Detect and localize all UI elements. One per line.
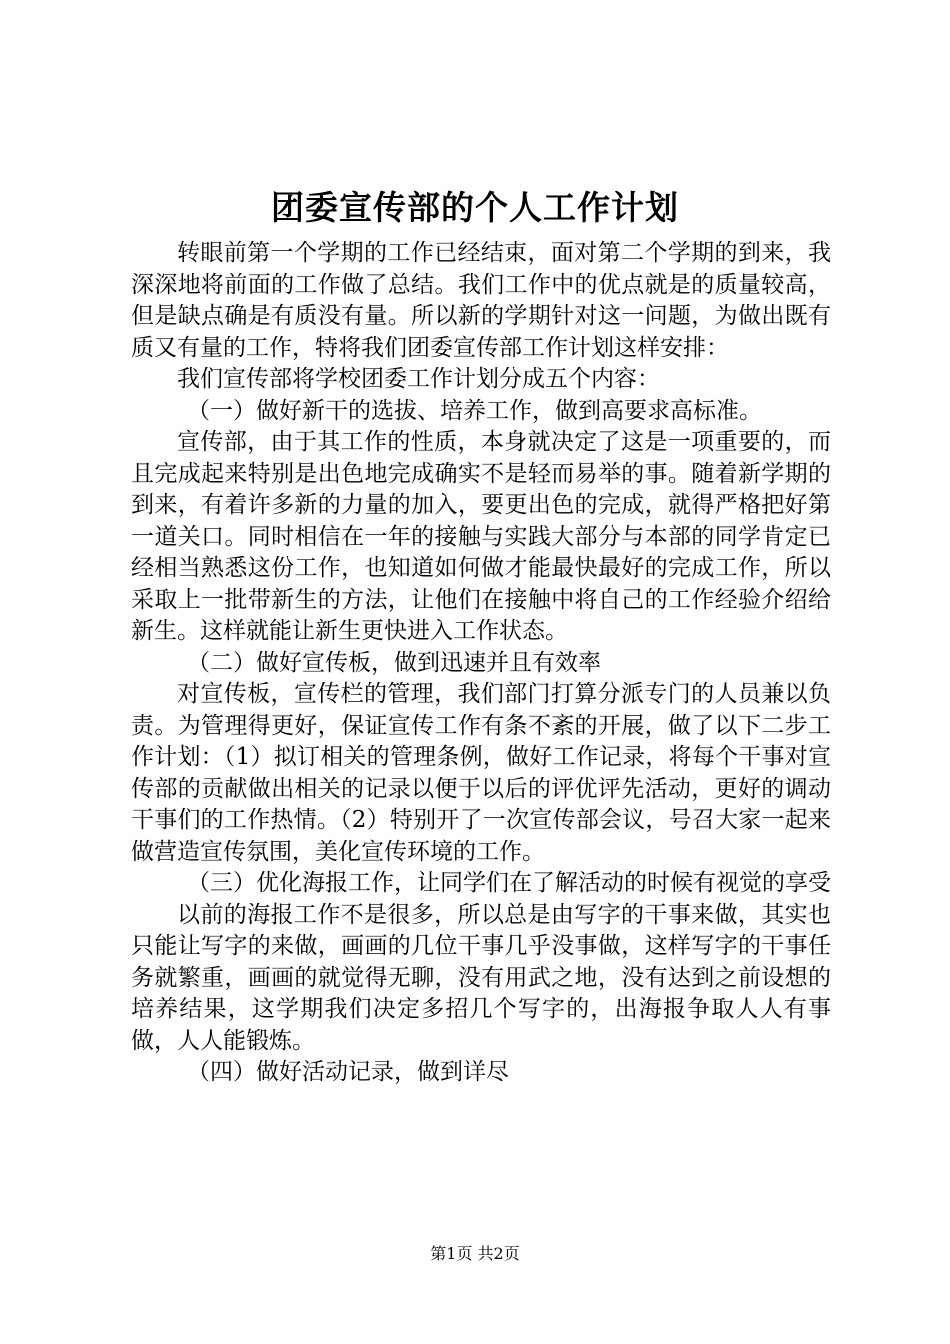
section-heading-4: （四）做好活动记录，做到详尽: [187, 1059, 509, 1085]
document-title: 团委宣传部的个人工作计划: [271, 188, 679, 227]
section-heading-1: （一）做好新干的选拔、培养工作，做到高要求高标准。: [187, 397, 762, 424]
page-footer: 第1页 共2页: [430, 1244, 520, 1263]
section-heading-2: （二）做好宣传板，做到迅速并且有效率: [187, 649, 601, 676]
paragraph-overview: 我们宣传部将学校团委工作计划分成五个内容：: [177, 366, 660, 392]
paragraph-section-3: 以前的海报工作不是很多，所以总是由写字的干事来做，其实也只能让写字的来做，画画的几位干事几乎没事做，这样写字的干事任务就繁重，画画的就觉得无聊，没有用武之地，没有达到之前设想的培养结果，这学期我们决定多招几个写字的，出海报争取人人有事做，人人能锻炼。: [131, 901, 831, 1054]
paragraph-section-2: 对宣传板，宣传栏的管理，我们部门打算分派专门的人员兼以负责。为管理得更好，保证宣传工作有条不紊的开展，做了以下二步工作计划：（1）拟订相关的管理条例，做好工作记录，将每个干事对宣传部的贡献做出相关的记录以便于以后的评优评先活动，更好的调动干事们的工作热情。（2）特别开了一次宣传部会议，号召大家一起来做营造宣传氛围，美化宣传环境的工作。: [131, 681, 831, 865]
document-body: [131, 238, 831, 1089]
paragraph-intro: 转眼前第一个学期的工作已经结束，面对第二个学期的到来，我深深地将前面的工作做了总结。我们工作中的优点就是的质量较高，但是缺点确是有质没有量。所以新的学期针对这一问题，为做出既有质又有量的工作，特将我们团委宣传部工作计划这样安排：: [131, 240, 831, 361]
section-heading-3: （三）优化海报工作，让同学们在了解活动的时候有视觉的享受: [187, 870, 831, 896]
paragraph-section-1: 宣传部，由于其工作的性质，本身就决定了这是一项重要的，而且完成起来特别是出色地完成确实不是轻而易举的事。随着新学期的到来，有着许多新的力量的加入，要更出色的完成，就得严格把好第一道关口。同时相信在一年的接触与实践大部分与本部的同学肯定已经相当熟悉这份工作，也知道如何做才能最快最好的完成工作，所以采取上一批带新生的方法，让他们在接触中将自己的工作经验介绍给新生。这样就能让新生更快进入工作状态。: [131, 429, 831, 644]
